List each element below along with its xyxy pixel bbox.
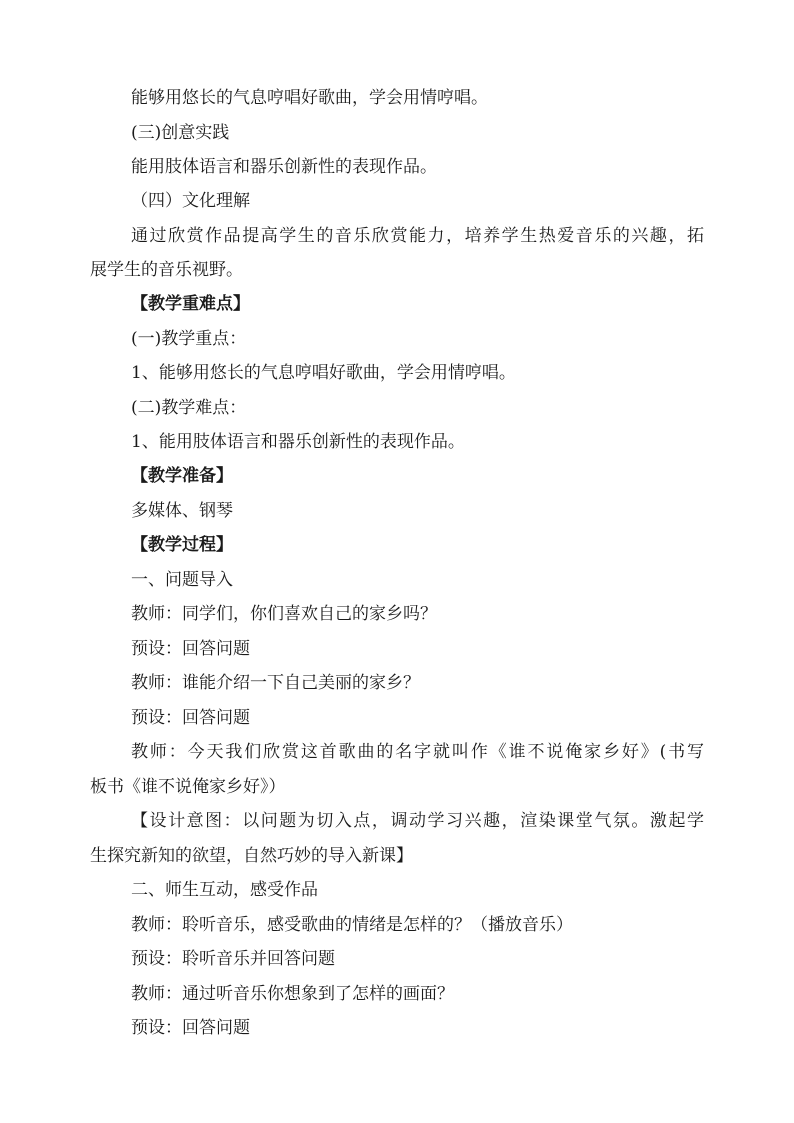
design-intent-line2: 生探究新知的欲望，自然巧妙的导入新课】 (90, 846, 413, 866)
teacher-song-title-line1: 教师：今天我们欣赏这首歌曲的名字就叫作《谁不说俺家乡好》(书写 (131, 742, 704, 762)
heading-key-points: (一)教学重点： (131, 329, 247, 349)
preset-listen-answer: 预设：聆听音乐并回答问题 (131, 949, 335, 969)
heading-cultural-understanding: （四）文化理解 (131, 191, 250, 211)
teacher-song-title-line2: 板书《谁不说俺家乡好》） (90, 777, 286, 797)
cultural-understanding-text-line2: 展学生的音乐视野。 (90, 260, 243, 280)
heading-teacher-student-interaction: 二、师生互动，感受作品 (131, 880, 318, 900)
difficult-point-1-text: 1、能用肢体语言和器乐创新性的表现作品。 (131, 432, 465, 452)
heading-creative-practice: (三)创意实践 (131, 123, 230, 143)
design-intent-line1: 【设计意图：以问题为切入点，调动学习兴趣，渲染课堂气氛。激起学 (131, 811, 704, 831)
teacher-question-introduce-hometown: 教师：谁能介绍一下自己美丽的家乡？ (131, 673, 420, 693)
heading-difficult-points: (二)教学难点： (131, 398, 247, 418)
teacher-listen-music-text: 教师：聆听音乐，感受歌曲的情绪是怎样的？（播放音乐） (131, 915, 573, 935)
key-point-1-text: 1、能够用悠长的气息哼唱好歌曲，学会用情哼唱。 (131, 363, 516, 383)
heading-question-introduction: 一、问题导入 (131, 570, 233, 590)
section-teaching-preparation: 【教学准备】 (131, 466, 233, 486)
teacher-question-like-hometown: 教师：同学们，你们喜欢自己的家乡吗？ (131, 604, 437, 624)
cultural-understanding-text-line1: 通过欣赏作品提高学生的音乐欣赏能力，培养学生热爱音乐的兴趣，拓 (131, 226, 704, 246)
teacher-imagine-picture-text: 教师：通过听音乐你想象到了怎样的画面？ (131, 984, 454, 1004)
section-teaching-process: 【教学过程】 (131, 535, 233, 555)
goal-creative-expression-text: 能用肢体语言和器乐创新性的表现作品。 (131, 157, 437, 177)
preset-answer-1: 预设：回答问题 (131, 639, 250, 659)
preset-answer-2: 预设：回答问题 (131, 708, 250, 728)
section-key-difficult-points: 【教学重难点】 (131, 294, 250, 314)
goal-breath-singing-text: 能够用悠长的气息哼唱好歌曲，学会用情哼唱。 (131, 88, 488, 108)
preparation-materials-text: 多媒体、钢琴 (131, 501, 233, 521)
preset-answer-3: 预设：回答问题 (131, 1018, 250, 1038)
